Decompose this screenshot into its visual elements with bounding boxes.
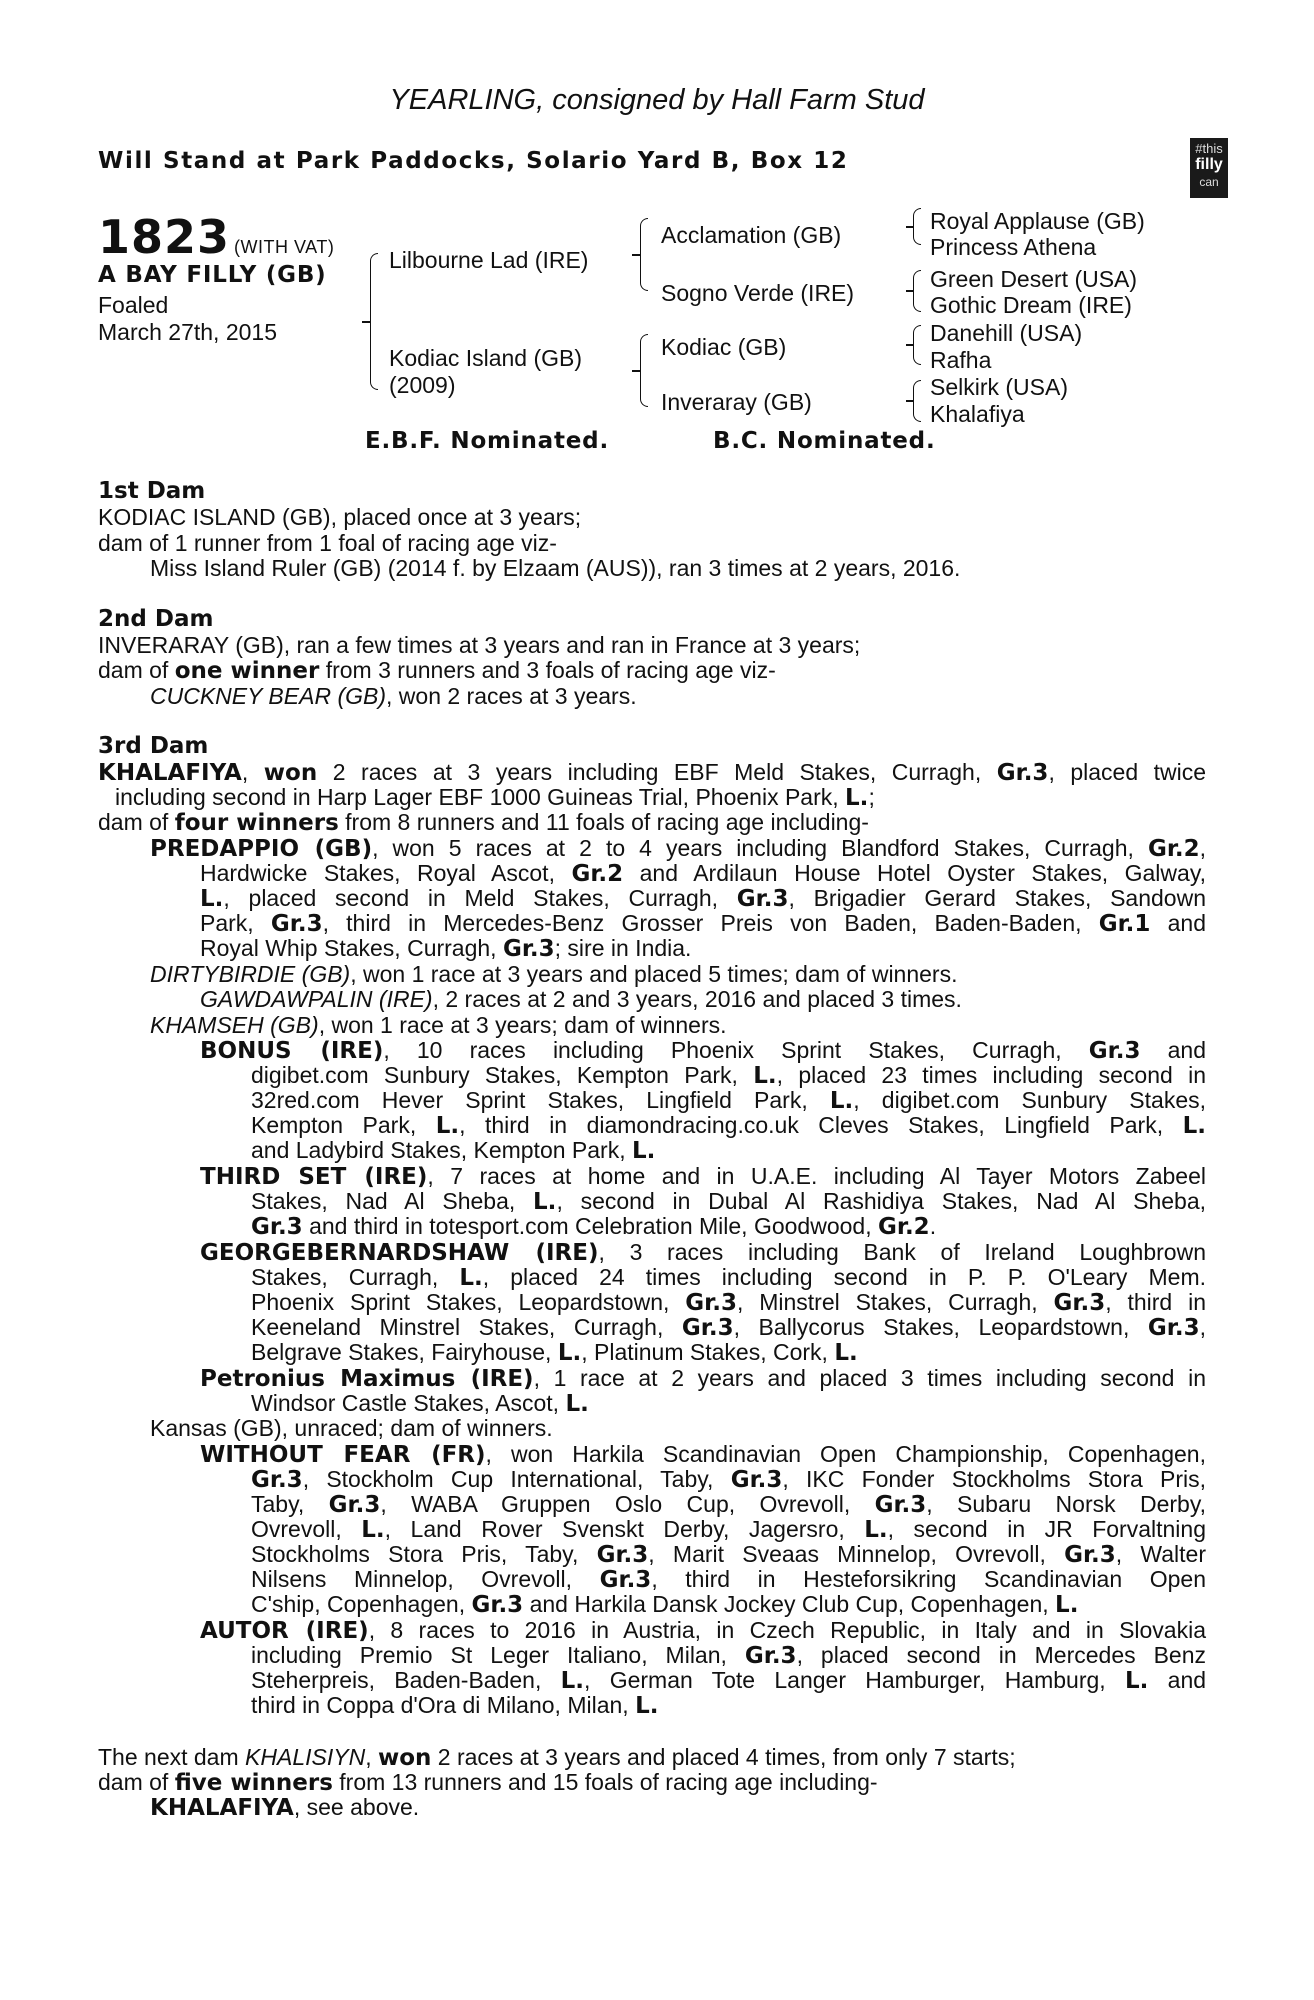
pedigree-brace-g3-2 xyxy=(913,270,921,312)
without-fear-entry: Taby, Gr.3, WABA Gruppen Oslo Cup, Ovrevoll, Gr.3, Subaru Norsk Derby, xyxy=(251,1491,1207,1518)
ebf-nominated: E.B.F. Nominated. xyxy=(365,428,609,454)
second-dam-produce: CUCKNEY BEAR (GB), won 2 races at 3 years. xyxy=(150,683,637,709)
next-dam-line: KHALAFIYA, see above. xyxy=(150,1794,420,1821)
pedigree-brace-sire xyxy=(640,218,648,291)
second-dam-line: INVERARAY (GB), ran a few times at 3 years and ran in France at 3 years; xyxy=(98,632,861,658)
second-dam-title: 2nd Dam xyxy=(98,606,214,632)
gen3-name: Selkirk (USA) xyxy=(930,374,1069,400)
petronius-maximus-entry: Windsor Castle Stakes, Ascot, L. xyxy=(251,1390,589,1417)
lot-description: A BAY FILLY (GB) xyxy=(98,262,327,288)
predappio-entry: L., placed second in Meld Stakes, Curragh, Gr.3, Brigadier Gerard Stakes, Sandown xyxy=(200,885,1207,912)
third-set-entry: THIRD SET (IRE), 7 races at home and in U.A.E. including Al Tayer Motors Zabeel xyxy=(200,1163,1206,1190)
dam-name: Kodiac Island (GB) xyxy=(389,345,583,371)
sire-name: Lilbourne Lad (IRE) xyxy=(389,247,589,273)
third-dam-line: dam of four winners from 8 runners and 11 foals of racing age including- xyxy=(98,809,869,836)
without-fear-entry: Ovrevoll, L., Land Rover Svenskt Derby, Jagersro, L., second in JR Forvaltning xyxy=(251,1516,1206,1543)
badge-line-2: filly xyxy=(1195,156,1223,173)
gen3-name: Princess Athena xyxy=(930,234,1097,260)
brace-tip xyxy=(362,321,370,323)
bc-nominated: B.C. Nominated. xyxy=(713,428,936,454)
vat-note: (WITH VAT) xyxy=(234,237,335,257)
first-dam-title: 1st Dam xyxy=(98,478,206,504)
kansas-entry: Kansas (GB), unraced; dam of winners. xyxy=(150,1415,553,1441)
first-dam-line: dam of 1 runner from 1 foal of racing age viz- xyxy=(98,530,557,556)
pedigree-brace-dam xyxy=(640,334,648,407)
georgebernardshaw-entry: Stakes, Curragh, L., placed 24 times including second in P. P. O'Leary Mem. xyxy=(251,1264,1206,1291)
gawdawpalin-entry: GAWDAWPALIN (IRE), 2 races at 2 and 3 years, 2016 and placed 3 times. xyxy=(200,986,962,1012)
first-dam-line: KODIAC ISLAND (GB), placed once at 3 years; xyxy=(98,504,582,530)
brace-tip xyxy=(906,290,914,292)
khamseh-entry: KHAMSEH (GB), won 1 race at 3 years; dam of winners. xyxy=(150,1012,727,1038)
brace-tip xyxy=(906,226,914,228)
georgebernardshaw-entry: Belgrave Stakes, Fairyhouse, L., Platinum Stakes, Cork, L. xyxy=(251,1339,858,1366)
dam-sire-name: Kodiac (GB) xyxy=(661,334,787,360)
next-dam-line: dam of five winners from 13 runners and 15 foals of racing age including- xyxy=(98,1769,878,1796)
predappio-entry: Royal Whip Stakes, Curragh, Gr.3; sire in India. xyxy=(200,935,692,962)
petronius-maximus-entry: Petronius Maximus (IRE), 1 race at 2 years and placed 3 times including second in xyxy=(200,1365,1206,1392)
predappio-entry: Park, Gr.3, third in Mercedes-Benz Grosser Preis von Baden, Baden-Baden, Gr.1 and xyxy=(200,910,1206,937)
foaled-date: March 27th, 2015 xyxy=(98,319,278,345)
bonus-entry: 32red.com Hever Sprint Stakes, Lingfield Park, L., digibet.com Sunbury Stakes, xyxy=(251,1087,1207,1114)
stable-location: Will Stand at Park Paddocks, Solario Yard B, Box 12 xyxy=(98,148,849,174)
georgebernardshaw-entry: Keeneland Minstrel Stakes, Curragh, Gr.3, Ballycorus Stakes, Leopardstown, Gr.3, xyxy=(251,1314,1206,1341)
third-dam-line: KHALAFIYA, won 2 races at 3 years including EBF Meld Stakes, Curragh, Gr.3, placed twice xyxy=(98,759,1207,786)
brace-tip xyxy=(632,370,640,372)
pedigree-brace-g3-3 xyxy=(913,325,921,365)
first-dam-produce: Miss Island Ruler (GB) (2014 f. by Elzaam (AUS)), ran 3 times at 2 years, 2016. xyxy=(150,555,961,581)
dam-year: (2009) xyxy=(389,372,456,398)
second-dam-line: dam of one winner from 3 runners and 3 foals of racing age viz- xyxy=(98,657,776,684)
badge-line-1: #this xyxy=(1195,141,1223,156)
bonus-entry: BONUS (IRE), 10 races including Phoenix Sprint Stakes, Curragh, Gr.3 and xyxy=(200,1037,1206,1064)
dirtybirdie-entry: DIRTYBIRDIE (GB), won 1 race at 3 years and placed 5 times; dam of winners. xyxy=(150,961,958,987)
autor-entry: Steherpreis, Baden-Baden, L., German Tote Langer Hamburger, Hamburg, L. and xyxy=(251,1667,1207,1694)
autor-entry: including Premio St Leger Italiano, Milan, Gr.3, placed second in Mercedes Benz xyxy=(251,1642,1207,1669)
pedigree-brace-g3-4 xyxy=(913,380,921,422)
bonus-entry: and Ladybird Stakes, Kempton Park, L. xyxy=(251,1137,656,1164)
without-fear-entry: Gr.3, Stockholm Cup International, Taby, Gr.3, IKC Fonder Stockholms Stora Pris, xyxy=(251,1466,1207,1493)
autor-entry: AUTOR (IRE), 8 races to 2016 in Austria, in Czech Republic, in Italy and in Slovakia xyxy=(200,1617,1206,1644)
bonus-entry: Kempton Park, L., third in diamondracing.co.uk Cleves Stakes, Lingfield Park, L. xyxy=(251,1112,1206,1139)
georgebernardshaw-entry: Phoenix Sprint Stakes, Leopardstown, Gr.3, Minstrel Stakes, Curragh, Gr.3, third in xyxy=(251,1289,1206,1316)
third-set-entry: Gr.3 and third in totesport.com Celebration Mile, Goodwood, Gr.2. xyxy=(251,1213,937,1240)
brace-tip xyxy=(906,344,914,346)
predappio-entry: Hardwicke Stakes, Royal Ascot, Gr.2 and Ardilaun House Hotel Oyster Stakes, Galway, xyxy=(200,860,1206,887)
third-dam-line: including second in Harp Lager EBF 1000 Guineas Trial, Phoenix Park, L.; xyxy=(115,784,875,811)
lot-number: 1823 xyxy=(98,210,231,264)
pedigree-brace-main xyxy=(370,253,378,390)
gen3-name: Royal Applause (GB) xyxy=(930,208,1145,234)
third-set-entry: Stakes, Nad Al Sheba, L., second in Dubal Al Rashidiya Stakes, Nad Al Sheba, xyxy=(251,1188,1206,1215)
without-fear-entry: C'ship, Copenhagen, Gr.3 and Harkila Dansk Jockey Club Cup, Copenhagen, L. xyxy=(251,1591,1079,1618)
sire-dam-name: Sogno Verde (IRE) xyxy=(661,280,855,306)
bonus-entry: digibet.com Sunbury Stakes, Kempton Park, L., placed 23 times including second in xyxy=(251,1062,1206,1089)
third-dam-title: 3rd Dam xyxy=(98,733,209,759)
foaled-label: Foaled xyxy=(98,292,169,318)
pedigree-brace-g3-1 xyxy=(913,208,921,245)
georgebernardshaw-entry: GEORGEBERNARDSHAW (IRE), 3 races including Bank of Ireland Loughbrown xyxy=(200,1239,1206,1266)
gen3-name: Khalafiya xyxy=(930,401,1025,427)
lot-number-block xyxy=(98,210,334,264)
badge-line-3: can xyxy=(1199,175,1219,189)
predappio-entry: PREDAPPIO (GB), won 5 races at 2 to 4 years including Blandford Stakes, Curragh, Gr.2, xyxy=(150,835,1207,862)
gen3-name: Danehill (USA) xyxy=(930,320,1083,346)
dam-dam-name: Inveraray (GB) xyxy=(661,389,812,415)
catalogue-header: YEARLING, consigned by Hall Farm Stud xyxy=(389,84,925,116)
brace-tip xyxy=(906,400,914,402)
next-dam-line: The next dam KHALISIYN, won 2 races at 3 years and placed 4 times, from only 7 starts; xyxy=(98,1744,1016,1771)
without-fear-entry: WITHOUT FEAR (FR), won Harkila Scandinavian Open Championship, Copenhagen, xyxy=(200,1441,1206,1468)
gen3-name: Green Desert (USA) xyxy=(930,266,1138,292)
gen3-name: Gothic Dream (IRE) xyxy=(930,292,1132,318)
this-filly-can-badge xyxy=(1190,138,1228,198)
without-fear-entry: Stockholms Stora Pris, Taby, Gr.3, Marit Sveaas Minnelop, Ovrevoll, Gr.3, Walter xyxy=(251,1541,1207,1568)
gen3-name: Rafha xyxy=(930,347,992,373)
brace-tip xyxy=(632,254,640,256)
sire-sire-name: Acclamation (GB) xyxy=(661,222,842,248)
autor-entry: third in Coppa d'Ora di Milano, Milan, L. xyxy=(251,1692,659,1719)
without-fear-entry: Nilsens Minnelop, Ovrevoll, Gr.3, third in Hesteforsikring Scandinavian Open xyxy=(251,1566,1206,1593)
